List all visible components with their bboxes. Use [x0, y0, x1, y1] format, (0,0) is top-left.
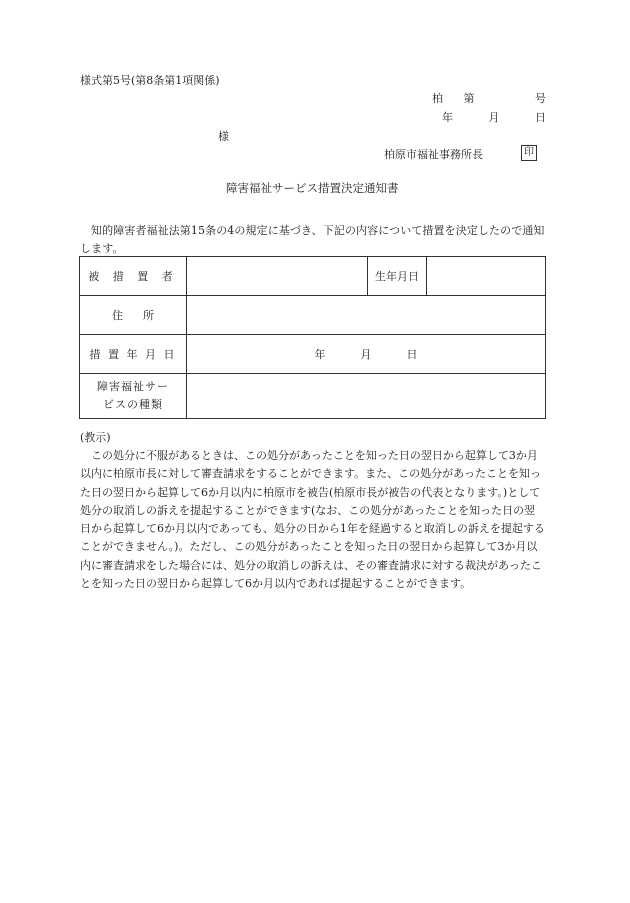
birth-date-value — [427, 257, 546, 296]
measure-date-label: 措 置 年 月 日 — [80, 335, 187, 374]
address-value — [187, 296, 546, 335]
table-row — [80, 335, 546, 374]
addressee-honorific: 様 — [218, 130, 229, 143]
intro-paragraph: 知的障害者福祉法第15条の4の規定に基づき、下記の内容について措置を決定したので通知します。 — [80, 224, 545, 255]
service-type-label-line1: 障害福祉サー — [97, 380, 169, 393]
measure-details-table — [79, 256, 546, 419]
ref-go: 号 — [535, 92, 546, 105]
birth-date-label: 生年月日 — [368, 257, 427, 296]
ref-prefix: 柏 — [432, 92, 443, 105]
sender-name: 柏原市福祉事務所長 — [384, 148, 483, 161]
ref-dai: 第 — [463, 92, 475, 105]
issue-month: 月 — [488, 111, 500, 124]
document-title: 障害福祉サービス措置決定通知書 — [226, 181, 399, 195]
table-row — [80, 374, 546, 419]
service-type-label-line2: ビスの種類 — [103, 398, 163, 411]
measure-year: 年 — [314, 348, 326, 361]
recipient-value — [187, 257, 368, 296]
issue-date-line — [442, 112, 546, 123]
seal-box: 印 — [521, 145, 537, 161]
measure-day: 日 — [406, 348, 418, 361]
issue-year: 年 — [442, 111, 453, 124]
recipient-label: 被 措 置 者 — [80, 257, 187, 296]
address-label: 住所 — [80, 296, 187, 335]
table-row — [80, 257, 546, 296]
issue-day: 日 — [535, 111, 546, 124]
notice-heading: (教示) — [80, 431, 111, 444]
service-type-value — [187, 374, 546, 419]
service-type-label — [80, 374, 187, 419]
notice-paragraph: この処分に不服があるときは、この処分があったことを知った日の翌日から起算して3か月以内に柏原市長に対して審査請求をすることができます。また、この処分があったことを知った日の翌日から起算して6か月以内に柏原市を被告(柏原市長が被告の代表となります。)として処分の取消しの訴えを提起することができます(なお、この処分があったことを知った日の翌日から起算して6か月以内であっても、処分の日から1年を経過すると取消しの訴えを提起することができません。)。ただし、この処分があったことを知った日の翌日から起算して3か月以内に審査請求をした場合には、処分の取消しの訴えは、その審査請求に対する裁決があったことを知った日の翌日から起算して6か月以内であれば提起することができます。 — [80, 449, 545, 591]
reference-number-line — [432, 93, 546, 104]
table-row — [80, 296, 546, 335]
form-number: 様式第5号(第8条第1項関係) — [80, 74, 220, 87]
measure-date-value — [187, 335, 546, 374]
measure-month: 月 — [360, 348, 372, 361]
